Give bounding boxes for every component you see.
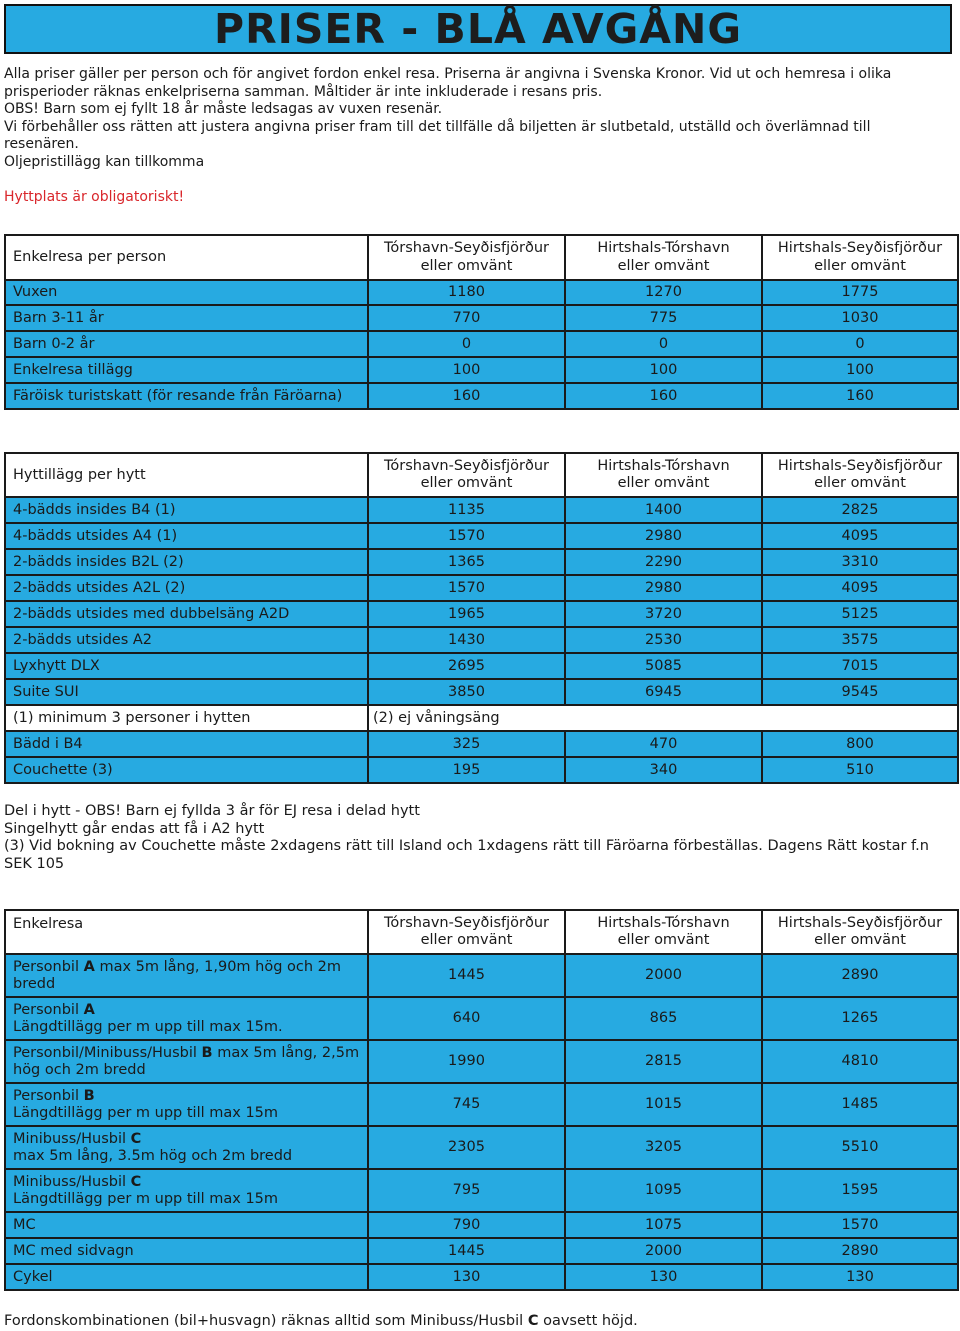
table-row xyxy=(5,1126,958,1169)
row-label: Personbil A Längdtillägg per m upp till max 15m. xyxy=(5,997,368,1040)
route-header-hirtshals-torshavn: Hirtshals-Tórshavn eller omvänt xyxy=(565,453,762,497)
price-cell: 130 xyxy=(762,1264,958,1290)
table-row xyxy=(5,679,958,705)
price-cell: 4095 xyxy=(762,523,958,549)
price-cell: 1595 xyxy=(762,1169,958,1212)
table-row xyxy=(5,357,958,383)
row-label: MC med sidvagn xyxy=(5,1238,368,1264)
table-row xyxy=(5,1264,958,1290)
table-header-row xyxy=(5,235,958,280)
vehicle-combination-note: Fordonskombinationen (bil+husvagn) räknas alltid som Minibuss/Husbil C oavsett höjd. xyxy=(4,1313,638,1329)
price-cell: 2890 xyxy=(762,954,958,997)
price-cell: 2530 xyxy=(565,627,762,653)
price-cell: 130 xyxy=(565,1264,762,1290)
price-cell: 3310 xyxy=(762,549,958,575)
row-label: Minibuss/Husbil C max 5m lång, 3.5m hög och 2m bredd xyxy=(5,1126,368,1169)
row-label: 2-bädds utsides A2L (2) xyxy=(5,575,368,601)
cabin-required-warning: Hyttplats är obligatoriskt! xyxy=(4,189,185,205)
price-cell: 9545 xyxy=(762,679,958,705)
price-cell: 2000 xyxy=(565,1238,762,1264)
price-cell: 1570 xyxy=(762,1212,958,1238)
price-cell: 775 xyxy=(565,305,762,331)
price-cell: 790 xyxy=(368,1212,565,1238)
row-label: Personbil B Längdtillägg per m upp till max 15m xyxy=(5,1083,368,1126)
cabin-notes xyxy=(4,803,949,873)
price-cell: 160 xyxy=(565,383,762,409)
row-label: Barn 3-11 år xyxy=(5,305,368,331)
table-row xyxy=(5,601,958,627)
row-label: Personbil A max 5m lång, 1,90m hög och 2m bredd xyxy=(5,954,368,997)
price-cell: 1445 xyxy=(368,1238,565,1264)
row-label: Couchette (3) xyxy=(5,757,368,783)
row-label: Färöisk turistskatt (för resande från Färöarna) xyxy=(5,383,368,409)
intro-line-minors: OBS! Barn som ej fyllt 18 år måste ledsagas av vuxen resenär. xyxy=(4,101,443,117)
price-cell: 2890 xyxy=(762,1238,958,1264)
table-row xyxy=(5,523,958,549)
row-label: Vuxen xyxy=(5,280,368,305)
price-cell: 640 xyxy=(368,997,565,1040)
row-label: 4-bädds utsides A4 (1) xyxy=(5,523,368,549)
vehicle-price-table xyxy=(4,909,959,1291)
row-label: 4-bädds insides B4 (1) xyxy=(5,497,368,523)
price-cell: 130 xyxy=(368,1264,565,1290)
price-cell: 0 xyxy=(368,331,565,357)
price-cell: 100 xyxy=(565,357,762,383)
row-label: Cykel xyxy=(5,1264,368,1290)
footnote-min-persons: (1) minimum 3 personer i hytten xyxy=(5,705,368,731)
row-label: Suite SUI xyxy=(5,679,368,705)
table-row xyxy=(5,1169,958,1212)
row-label: 2-bädds utsides A2 xyxy=(5,627,368,653)
price-cell: 100 xyxy=(368,357,565,383)
table-row xyxy=(5,280,958,305)
price-cell: 2980 xyxy=(565,523,762,549)
price-cell: 3575 xyxy=(762,627,958,653)
price-cell: 195 xyxy=(368,757,565,783)
table-row xyxy=(5,305,958,331)
price-cell: 1075 xyxy=(565,1212,762,1238)
intro-text xyxy=(4,66,944,207)
price-cell: 1570 xyxy=(368,523,565,549)
price-cell: 1265 xyxy=(762,997,958,1040)
price-cell: 1270 xyxy=(565,280,762,305)
row-label: Enkelresa tillägg xyxy=(5,357,368,383)
intro-line-oil: Oljepristillägg kan tillkomma xyxy=(4,153,205,170)
table-header-label: Enkelresa per person xyxy=(5,235,368,280)
price-cell: 4810 xyxy=(762,1040,958,1083)
price-cell: 1445 xyxy=(368,954,565,997)
table-row xyxy=(5,497,958,523)
table-row xyxy=(5,757,958,783)
price-cell: 470 xyxy=(565,731,762,757)
price-cell: 1095 xyxy=(565,1169,762,1212)
price-cell: 1570 xyxy=(368,575,565,601)
row-label: Lyxhytt DLX xyxy=(5,653,368,679)
price-cell: 800 xyxy=(762,731,958,757)
route-header-torshavn-seydisfjordur: Tórshavn-Seyðisfjörður eller omvänt xyxy=(368,235,565,280)
row-label: Minibuss/Husbil C Längdtillägg per m upp till max 15m xyxy=(5,1169,368,1212)
table-header-row xyxy=(5,453,958,497)
price-cell: 865 xyxy=(565,997,762,1040)
price-cell: 7015 xyxy=(762,653,958,679)
price-cell: 160 xyxy=(368,383,565,409)
price-cell: 1180 xyxy=(368,280,565,305)
price-cell: 3205 xyxy=(565,1126,762,1169)
table-row xyxy=(5,653,958,679)
price-cell: 5085 xyxy=(565,653,762,679)
price-cell: 1990 xyxy=(368,1040,565,1083)
note-couchette: (3) Vid bokning av Couchette måste 2xdagens rätt till Island och 1xdagens rätt till Färöarna förbeställas. Dagens Rätt kostar f.n SEK 105 xyxy=(4,838,929,872)
price-cell: 340 xyxy=(565,757,762,783)
price-cell: 160 xyxy=(762,383,958,409)
price-cell: 770 xyxy=(368,305,565,331)
route-header-torshavn-seydisfjordur: Tórshavn-Seyðisfjörður eller omvänt xyxy=(368,910,565,954)
cabin-price-table xyxy=(4,452,959,784)
price-cell: 1015 xyxy=(565,1083,762,1126)
note-single-cabin: Singelhytt går endas att få i A2 hytt xyxy=(4,820,265,837)
row-label: Personbil/Minibuss/Husbil B max 5m lång, 2,5m hög och 2m bredd xyxy=(5,1040,368,1083)
table-header-label: Hyttillägg per hytt xyxy=(5,453,368,497)
price-cell: 1030 xyxy=(762,305,958,331)
footnote-no-bunk: (2) ej våningsäng xyxy=(368,705,958,731)
price-cell: 2695 xyxy=(368,653,565,679)
table-row xyxy=(5,575,958,601)
table-row xyxy=(5,997,958,1040)
price-cell: 2980 xyxy=(565,575,762,601)
table-row xyxy=(5,331,958,357)
price-cell: 5510 xyxy=(762,1126,958,1169)
price-cell: 5125 xyxy=(762,601,958,627)
row-label: MC xyxy=(5,1212,368,1238)
person-price-table xyxy=(4,234,959,410)
price-cell: 0 xyxy=(565,331,762,357)
table-row xyxy=(5,954,958,997)
price-cell: 1775 xyxy=(762,280,958,305)
price-cell: 2815 xyxy=(565,1040,762,1083)
table-row xyxy=(5,1238,958,1264)
table-header-label: Enkelresa xyxy=(5,910,368,954)
row-label: 2-bädds utsides med dubbelsäng A2D xyxy=(5,601,368,627)
price-cell: 2000 xyxy=(565,954,762,997)
price-cell: 1400 xyxy=(565,497,762,523)
price-cell: 2290 xyxy=(565,549,762,575)
route-header-hirtshals-seydisfjordur: Hirtshals-Seyðisfjörður eller omvänt xyxy=(762,235,958,280)
intro-line-prices: Alla priser gäller per person och för angivet fordon enkel resa. Priserna är angivna i Svenska Kronor. Vid ut och hemresa i olika prisperioder räknas enkelpriserna samman. Måltider är inte inkluderade i resans pris. xyxy=(4,66,892,100)
route-header-hirtshals-torshavn: Hirtshals-Tórshavn eller omvänt xyxy=(565,235,762,280)
row-label: Barn 0-2 år xyxy=(5,331,368,357)
table-row xyxy=(5,549,958,575)
route-header-hirtshals-torshavn: Hirtshals-Tórshavn eller omvänt xyxy=(565,910,762,954)
price-cell: 6945 xyxy=(565,679,762,705)
price-cell: 1485 xyxy=(762,1083,958,1126)
price-cell: 1365 xyxy=(368,549,565,575)
price-cell: 4095 xyxy=(762,575,958,601)
price-cell: 2305 xyxy=(368,1126,565,1169)
note-shared-cabin: Del i hytt - OBS! Barn ej fyllda 3 år för EJ resa i delad hytt xyxy=(4,803,420,819)
page-title: PRISER - BLÅ AVGÅNG xyxy=(4,4,952,54)
table-header-row xyxy=(5,910,958,954)
row-label: 2-bädds insides B2L (2) xyxy=(5,549,368,575)
price-cell: 745 xyxy=(368,1083,565,1126)
table-row xyxy=(5,1083,958,1126)
price-cell: 3850 xyxy=(368,679,565,705)
price-cell: 795 xyxy=(368,1169,565,1212)
table-row xyxy=(5,627,958,653)
footnote-row xyxy=(5,705,958,731)
route-header-hirtshals-seydisfjordur: Hirtshals-Seyðisfjörður eller omvänt xyxy=(762,453,958,497)
price-cell: 3720 xyxy=(565,601,762,627)
table-row xyxy=(5,731,958,757)
price-cell: 100 xyxy=(762,357,958,383)
route-header-hirtshals-seydisfjordur: Hirtshals-Seyðisfjörður eller omvänt xyxy=(762,910,958,954)
price-cell: 0 xyxy=(762,331,958,357)
table-row xyxy=(5,1212,958,1238)
row-label: Bädd i B4 xyxy=(5,731,368,757)
route-header-torshavn-seydisfjordur: Tórshavn-Seyðisfjörður eller omvänt xyxy=(368,453,565,497)
intro-line-reservation: Vi förbehåller oss rätten att justera angivna priser fram till det tillfälle då biljetten är slutbetald, utställd och överlämnad till resenären. xyxy=(4,118,871,152)
price-cell: 1965 xyxy=(368,601,565,627)
price-cell: 2825 xyxy=(762,497,958,523)
table-row xyxy=(5,1040,958,1083)
price-cell: 510 xyxy=(762,757,958,783)
price-cell: 1430 xyxy=(368,627,565,653)
table-row xyxy=(5,383,958,409)
price-cell: 325 xyxy=(368,731,565,757)
price-cell: 1135 xyxy=(368,497,565,523)
